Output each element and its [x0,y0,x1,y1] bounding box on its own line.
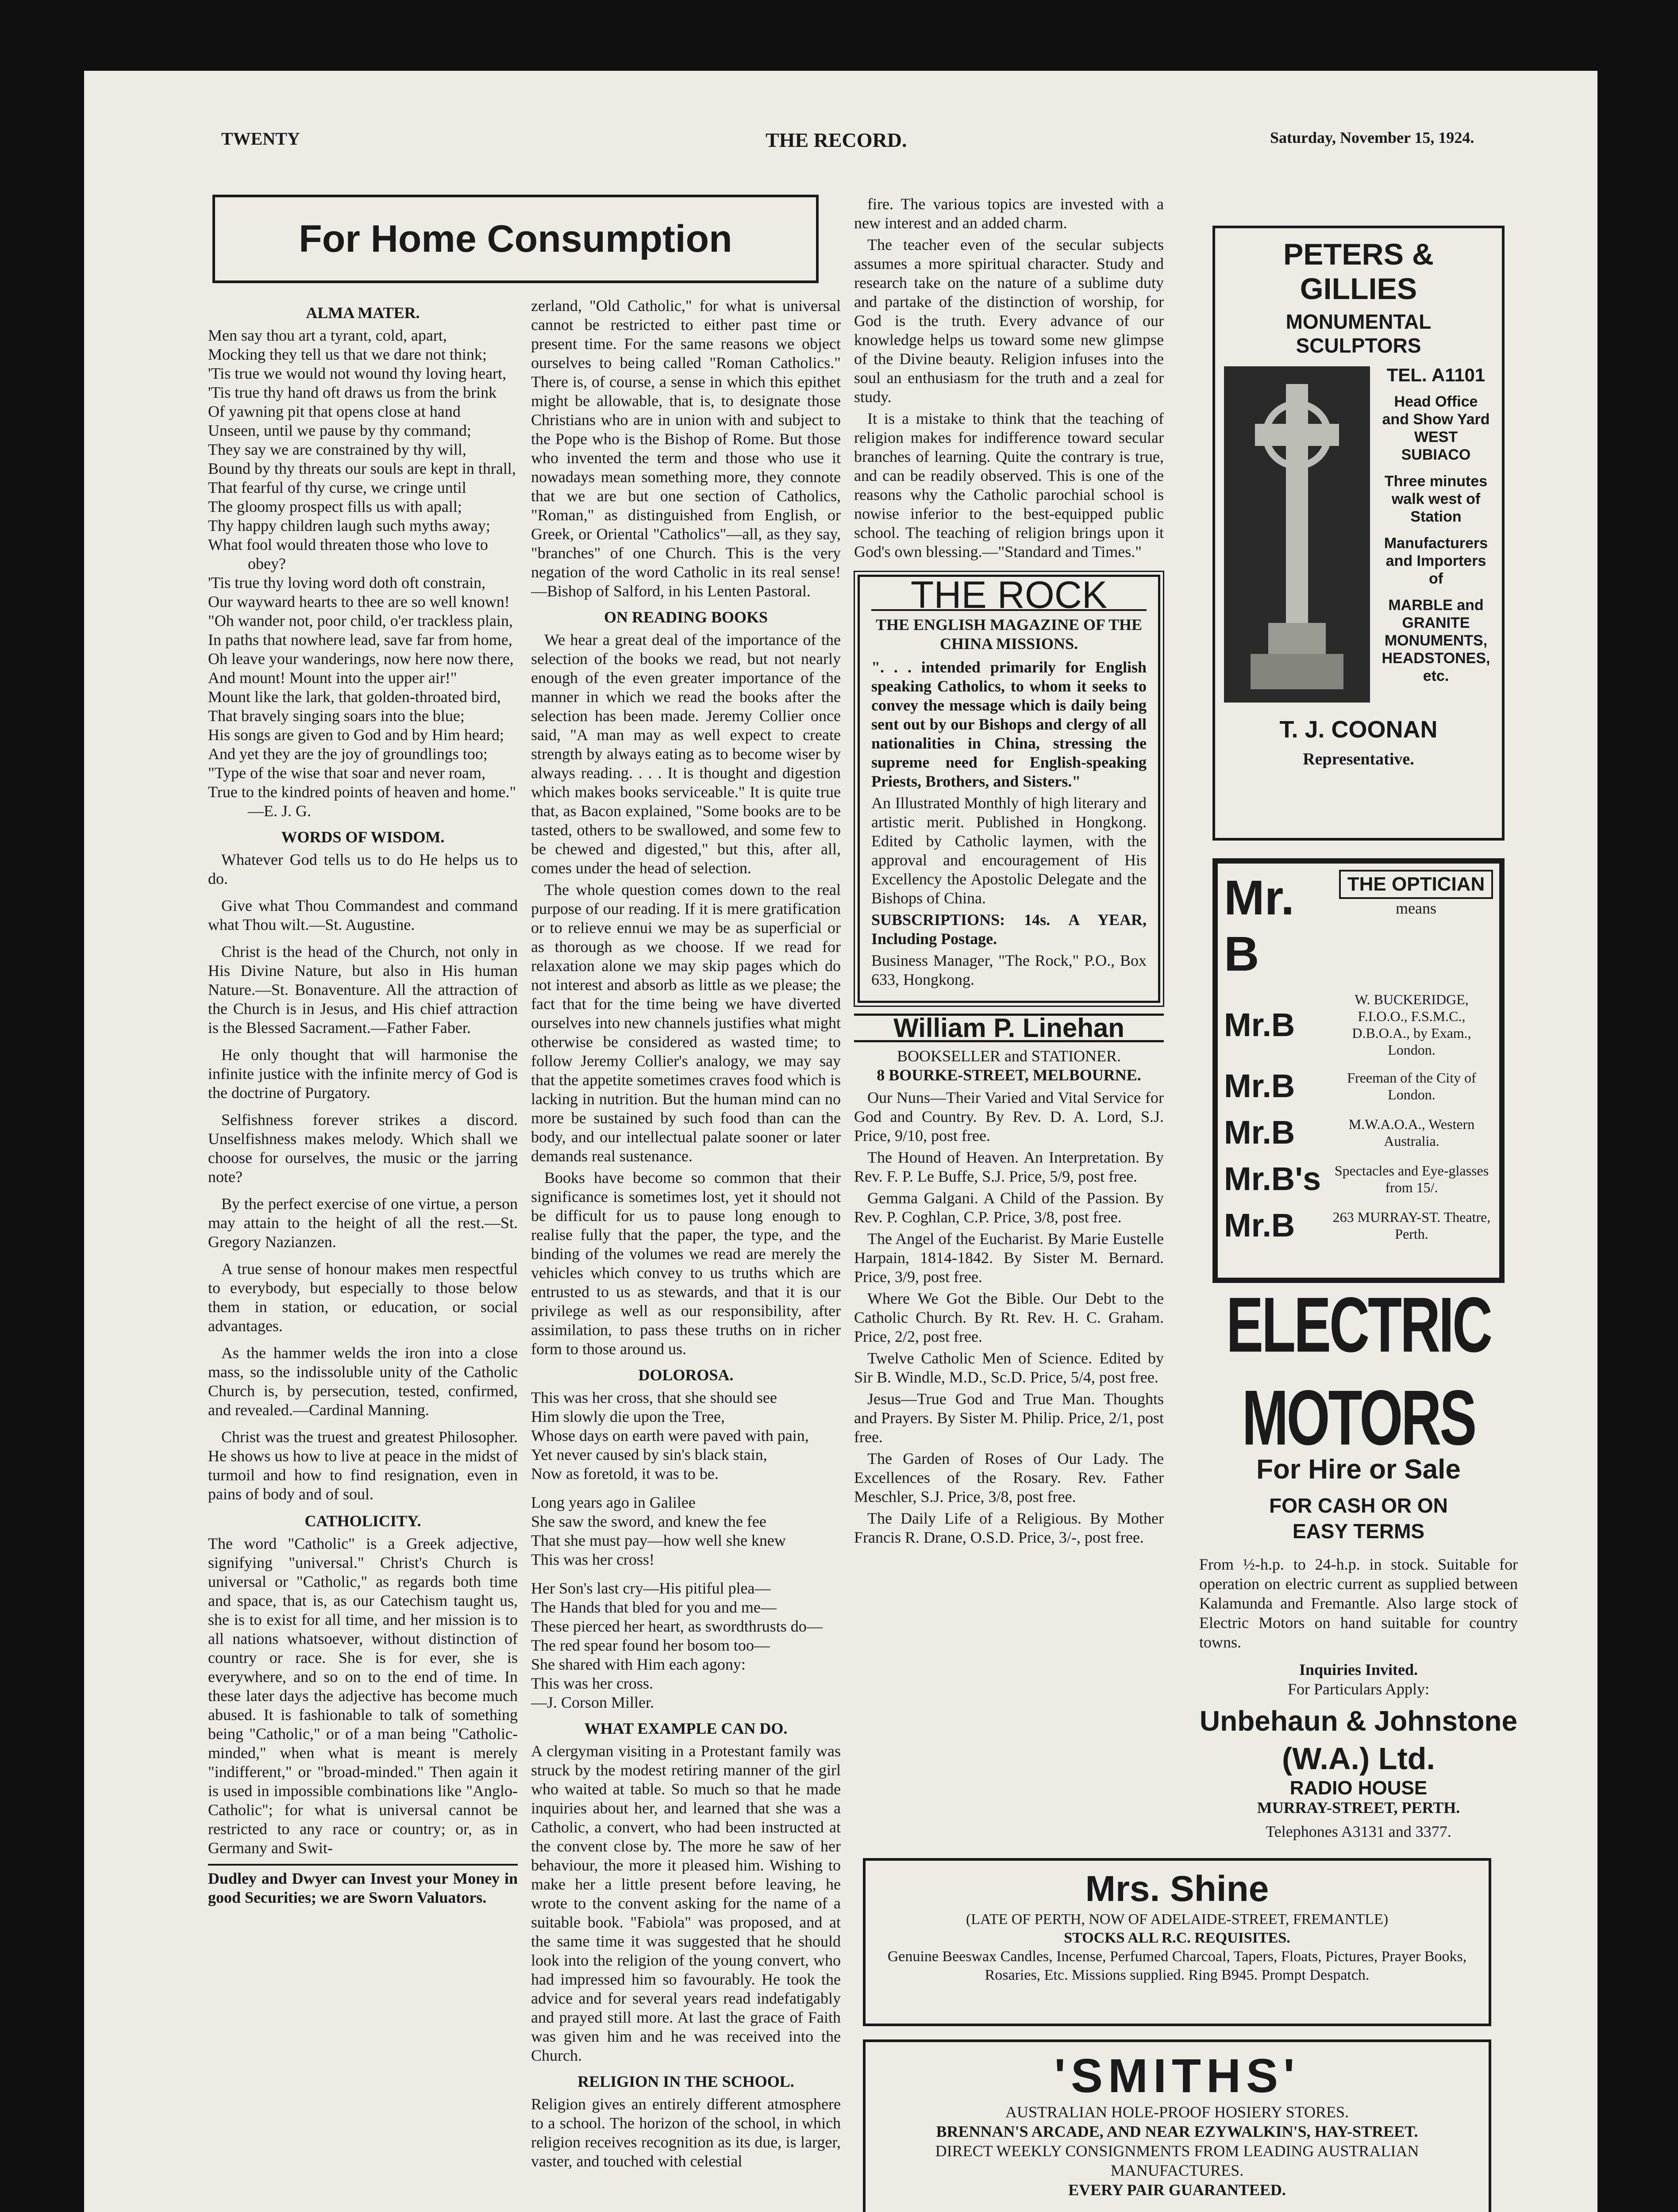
school-paragraph: It is a mistake to think that the teaching of religion makes for indifference toward secular branches of learning. Quite the contrary is true, and can be readily observed. This is one of the reasons why the Catholic parochial school is nowise inferior to the best-equipped public school. The teaching of religion brings upon it God's own blessing.—"Standard and Times." [854,410,1164,561]
poem-line: That bravely singing soars into the blue; [208,707,465,725]
electric-radio-house: RADIO HOUSE [1289,1777,1428,1799]
the-rock-subtitle: THE ENGLISH MAGAZINE OF THE CHINA MISSIONS. [875,616,1143,653]
peters-role: Representative. [1303,750,1414,768]
linehan-line1: BOOKSELLER and STATIONER. [897,1047,1121,1065]
mr-b-means: means [1396,899,1436,917]
linehan-address: 8 BOURKE-STREET, MELBOURNE. [877,1066,1141,1084]
dolorosa-line: This was her cross! [531,1551,654,1568]
the-rock-description: An Illustrated Monthly of high literary and artistic merit. Published in Hongkong. Edited by Catholic laymen, with the approval and encouragement of His Excellency the Apostolic Delegate and the Bishops of China. [871,794,1147,907]
school-continued [854,195,1164,561]
reading-books-text [531,630,841,1359]
book-listing: Twelve Catholic Men of Science. Edited by Sir B. Windle, M.D., Sc.D. Price, 5/4, post free. [854,1349,1164,1386]
mr-b-row-text: M.W.A.O.A., Western Australia. [1348,1116,1475,1149]
electric-subtitle: For Hire or Sale [1256,1454,1461,1485]
the-rock-intro: ". . . intended primarily for English speaking Catholics, to whom it seeks to convey the message which is daily being sent out by our Bishops and clergy of all nationalities in China, stressing the supreme need for English-speaking Priests, Brothers, and Sisters." [871,658,1147,790]
electric-company: Unbehaun & Johnstone [1199,1705,1518,1737]
mr-b-logo: Mr. B [1224,871,1294,981]
reading-paragraph: We hear a great deal of the importance of the selection of the books we read, but not nearly enough of the even greater importance of the manner in which we read the books after the selection has been made. Jeremy Collier once said, "A man may as well expect to create strength by always eating as to become wiser by always reading. . . . It is thought and digestion which makes books serviceable." It is quite true that, as Bacon explained, "Some books are to be tasted, others to be swallowed, and some few to be chewed and digested," but this, after all, comes under the head of selection. [531,631,841,877]
poem-line: "Type of the wise that soar and never roam, [208,764,485,782]
mr-b-row-label: Mr.B [1224,1068,1295,1104]
linehan-name: William P. Linehan [854,1014,1164,1042]
linehan-books [854,1088,1164,1547]
smiths-line1: AUSTRALIAN HOLE-PROOF HOSIERY STORES. [1005,2103,1349,2121]
wisdom-item: A true sense of honour makes men respectful to everybody, but especially to those below them in station, or education, or social advantages. [208,1260,518,1335]
poem-line: They say we are constrained by thy will, [208,441,466,458]
poem-line: Our wayward hearts to thee are so well known! [208,593,510,611]
smiths-line2: BRENNAN'S ARCADE, AND NEAR EZYWALKIN'S, HAY-STREET. [936,2123,1418,2140]
mr-b-row-text: 263 MURRAY-ST. Theatre, Perth. [1332,1209,1491,1242]
shine-late: (LATE OF PERTH, NOW OF ADELAIDE-STREET, FREMANTLE) [966,1911,1389,1928]
peters-manufacturers: Manufacturers and Importers of [1384,535,1488,587]
mr-b-row-label: Mr.B's [1224,1160,1321,1197]
poem-line: 'Tis true thy hand oft draws us from the brink [208,384,497,401]
poem-line: And mount! Mount into the upper air!" [208,669,457,687]
alma-mater-title: ALMA MATER. [306,304,420,322]
mr-b-row-label: Mr.B [1224,1006,1295,1043]
book-listing: The Garden of Roses of Our Lady. The Excellences of the Rosary. Rev. Father Meschler, S.J. Price, 3/8, post free. [854,1450,1164,1505]
mr-b-row [1224,1114,1493,1151]
words-of-wisdom [208,850,518,1504]
mrs-shine-advert [863,1858,1491,2026]
smiths-line3: DIRECT WEEKLY CONSIGNMENTS FROM LEADING AUSTRALIAN MANUFACTURES. [935,2142,1419,2179]
poem-line: Mocking they tell us that we dare not think; [208,346,487,363]
peters-subtitle: MONUMENTAL SCULPTORS [1285,310,1432,357]
column-1 [208,296,518,2212]
book-listing: Where We Got the Bible. Our Debt to the Catholic Church. By Rt. Rev. H. C. Graham. Price, 2/2, post free. [854,1290,1164,1345]
wisdom-item: Whatever God tells us to do He helps us to do. [208,851,518,887]
peters-goods: MARBLE and GRANITE MONUMENTS, HEADSTONES, etc. [1382,597,1490,684]
section-banner: For Home Consumption [212,195,819,283]
page-number: TWENTY [221,129,300,149]
peters-title: PETERS & GILLIES [1283,238,1434,306]
shine-stocks: STOCKS ALL R.C. REQUISITES. [1064,1930,1290,1946]
poem-line: 'Tis true we would not wound thy loving heart, [208,365,507,382]
the-rock-manager: Business Manager, "The Rock," P.O., Box 633, Hongkong. [871,952,1147,988]
electric-company-ltd: (W.A.) Ltd. [1282,1741,1435,1776]
electric-apply: For Particulars Apply: [1288,1680,1429,1698]
wisdom-item: Christ is the head of the Church, not only in His Divine Nature, but also in His human Nature.—St. Bonaventure. All the attraction of the Church is in Jesus, and His chief attraction is the Blessed Sacrament.—Father Faber. [208,943,518,1037]
issue-date: Saturday, November 15, 1924. [1270,129,1474,146]
catholicity-continued: zerland, "Old Catholic," for what is universal cannot be restricted to either past time or present time. For the same reasons we object ourselves to being called "Roman Catholics." There is, of course, a sense in which this epithet might be allowable, that is, to designate those Christians who are in union with and subject to the Pope who is the Bishop of Rome. But those who invented the term and those who use it nowadays mean something more, they connote that we are but one section of Catholics, "Roman," as distinguished from English, or Greek, or Oriental "Catholics"—all, as they say, "branches" of one Church. This is the very negation of the word Catholic in its real sense!—Bishop of Salford, in his Lenten Pastoral. [531,297,841,600]
dolorosa-line: This was her cross, that she should see [531,1389,777,1406]
peters-representative: T. J. COONAN [1279,716,1438,743]
school-paragraph: The teacher even of the secular subjects assumes a more spiritual character. Study and research take on the nature of a sublime duty and partake of the distinction of worship, for God is the truth. Every advance of our knowledge helps us toward some new glimpse of the Divine beauty. Religion infuses into the soul an enthusiasm for the truth and a zeal for study. [854,236,1164,406]
reading-paragraph: Books have become so common that their significance is sometimes lost, yet it should not be difficult for us to pause long enough to realise fully that the paper, the type, and the binding of the volumes we read are merely the vehicles which convey to us truths which are entrusted to us as stewards, and that it is our privilege as well as our responsibility, after assimilation, to pass these truths on in richer form to those around us. [531,1169,841,1358]
book-listing: Jesus—True God and True Man. Thoughts and Prayers. By Sister M. Philip. Price, 2/1, post free. [854,1390,1164,1446]
dolorosa-line: She saw the sword, and knew the fee [531,1513,766,1530]
school-paragraph: fire. The various topics are invested with a new interest and an added charm. [854,195,1164,232]
poem-line: 'Tis true thy loving word doth oft constrain, [208,574,486,591]
dolorosa-title: DOLOROSA. [638,1366,734,1384]
mr-b-row-label: Mr.B [1224,1207,1295,1244]
school-text: Religion gives an entirely different atmosphere to a school. The horizon of the school, in which religion receives recognition as its due, is larger, vaster, and touched with celestial [531,2095,841,2170]
mr-b-row-text: Spectacles and Eye-glasses from 15/. [1334,1162,1489,1195]
dolorosa-line: Him slowly die upon the Tree, [531,1408,725,1425]
mr-b-row [1224,1067,1493,1105]
wisdom-item: He only thought that will harmonise the infinite justice with the infinite mercy of God is the doctrine of Purgatory. [208,1046,518,1102]
peters-gillies-advert [1212,226,1505,841]
celtic-cross-image [1224,366,1370,703]
electric-title: ELECTRIC MOTORS [1226,1281,1491,1461]
dolorosa-line: The Hands that bled for you and me— [531,1598,777,1616]
poem-line: And yet they are the joy of groundlings too; [208,745,488,763]
dolorosa-line: Her Son's last cry—His pitiful plea— [531,1579,771,1597]
book-listing: The Hound of Heaven. An Interpretation. By Rev. F. P. Le Buffe, S.J. Price, 5/9, post free. [854,1148,1164,1185]
mr-b-row-label: Mr.B [1224,1114,1295,1151]
wisdom-item: Selfishness forever strikes a discord. Unselfishness makes melody. Which shall we choose for ourselves, the music or the jarring note? [208,1111,518,1186]
poem-line: Bound by thy threats our souls are kept in thrall, [208,460,516,477]
dolorosa-line [531,1569,841,1579]
poem-line: Of yawning pit that opens close at hand [208,403,461,420]
dolorosa-line: —J. Corson Miller. [531,1694,654,1711]
mr-b-row [1224,1206,1493,1244]
alma-mater-poem [208,326,518,821]
poem-line: What fool would threaten those who love to obey? [208,536,488,572]
poem-line: Men say thou art a tyrant, cold, apart, [208,326,447,344]
example-text: A clergyman visiting in a Protestant family was struck by the modest retiring manner of the girl who waited at table. So much so that he made inquiries about her, and learned that she was a Catholic, a convert, who had been instructed at the convent close by. The more he saw of her behaviour, the more it pleased him. Wishing to make her a little present before leaving, he wrote to the convent asking for the name of a suitable book. "Fabiola" was proposed, and at the same time it was suggested that he should look into the religion of the young convert, who had impressed him so favourably. He took the advice and for several years read indefatigably and prayed still more. At last the grace of Faith was given him and he was received into the Church. [531,1742,841,2064]
the-rock-advert [858,575,1160,1003]
book-listing: Gemma Galgani. A Child of the Passion. By Rev. P. Coghlan, C.P. Price, 3/8, post free. [854,1189,1164,1226]
dolorosa-line: That she must pay—how well she knew [531,1532,786,1549]
mr-b-lines [1224,991,1493,1244]
poem-line: That fearful of thy curse, we cringe until [208,479,466,496]
poem-line: True to the kindred points of heaven and home." —E. J. G. [208,783,516,820]
wisdom-item: By the perfect exercise of one virtue, a person may attain to the height of all the rest.—St. Gregory Nazianzen. [208,1195,518,1251]
catholicity-text: The word "Catholic" is a Greek adjective, signifying "universal." Christ's Church is universal or "Catholic," as regards both time and space, that is, as our Catechism taught us, she is to exist for all time, and her mission is to all nations whatsoever, without distinction of country or race. She is for ever, she is everywhere, and so on to the end of time. In these later days the adjective has become much abused. It is fashionable to talk of something being "Catholic," or of a man being "Catholic-minded," when what is meant is merely "indifferent," or "broad-minded." Then again it is used in impossible combinations like "Anglo-Catholic"; for what is universal cannot be restricted to any race or country; or, as in Germany and Swit- [208,1535,518,1857]
mr-b-row [1224,991,1493,1058]
dolorosa-line: These pierced her heart, as swordthrusts do— [531,1617,823,1635]
poem-line: His songs are given to God and by Him heard; [208,726,504,744]
mr-b-title: THE OPTICIAN [1339,870,1493,899]
poem-line: The gloomy prospect fills us with apall; [208,498,462,515]
electric-inquiries: Inquiries Invited. [1299,1661,1418,1678]
shine-title: Mrs. Shine [1085,1869,1269,1909]
book-listing: Our Nuns—Their Varied and Vital Service for God and Country. By Rev. D. A. Lord, S.J. Price, 9/10, post free. [854,1089,1164,1144]
poem-line: Unseen, until we pause by thy command; [208,422,471,439]
dolorosa-line: Yet never caused by sin's black stain, [531,1446,767,1463]
dolorosa-line: Whose days on earth were paved with pain, [531,1427,809,1444]
dolorosa-line: This was her cross. [531,1674,653,1692]
poem-line: "Oh wander not, poor child, o'er trackless plain, [208,612,513,630]
dudley-notice: Dudley and Dwyer can Invest your Money in good Securities; we are Sworn Valuators. [208,1870,518,1906]
book-listing: The Daily Life of a Religious. By Mother Francis R. Drane, O.S.D. Price, 3/-, post free. [854,1509,1164,1546]
book-listing: The Angel of the Eucharist. By Marie Eustelle Harpain, 1814-1842. By Sister M. Bernard. Price, 3/9, post free. [854,1230,1164,1286]
dolorosa-poem [531,1388,841,1712]
peters-telephone: TEL. A1101 [1386,365,1486,385]
smiths-advert [863,2039,1491,2212]
smiths-title: 'SMITHS' [1054,2049,1300,2102]
catholicity-title: CATHOLICITY. [304,1512,421,1530]
reading-books-title: ON READING BOOKS [604,608,768,626]
dolorosa-line: Long years ago in Galilee [531,1494,696,1511]
example-title: WHAT EXAMPLE CAN DO. [584,1720,788,1737]
wisdom-item: Christ was the truest and greatest Philosopher. He shows us how to live at peace in the midst of turmoil and how to find resignation, even in pains of body and of soul. [208,1428,518,1503]
electric-address: MURRAY-STREET, PERTH. [1257,1799,1460,1816]
poem-line: Mount like the lark, that golden-throated bird, [208,688,501,706]
smiths-line4: EVERY PAIR GUARANTEED. [1068,2181,1286,2199]
wisdom-item: Give what Thou Commandest and command what Thou wilt.—St. Augustine. [208,897,518,933]
dolorosa-line: She shared with Him each agony: [531,1655,746,1673]
dolorosa-line [531,1483,841,1493]
mr-b-row-text: W. BUCKERIDGE, F.I.O.O., F.S.M.C., D.B.O.A., by Exam., London. [1352,991,1471,1058]
peters-walk: Three minutes walk west of Station [1384,473,1488,525]
electric-telephones: Telephones A3131 and 3377. [1266,1823,1451,1840]
electric-body: From ½-h.p. to 24-h.p. in stock. Suitable for operation on electric current as supplied between Kalamunda and Fremantle. Also large stock of Electric Motors on hand suitable for country towns. [1199,1555,1518,1651]
electric-terms: FOR CASH OR ON EASY TERMS [1269,1494,1448,1543]
poem-line: Thy happy children laugh such myths away; [208,517,490,534]
the-rock-subscriptions: SUBSCRIPTIONS: 14s. A YEAR, Including Postage. [871,911,1147,948]
peters-head-office: Head Office and Show Yard WEST SUBIACO [1382,393,1490,463]
masthead: THE RECORD. [766,129,907,151]
mr-b-row-text: Freeman of the City of London. [1347,1069,1476,1102]
mr-b-optician-advert [1212,858,1505,1283]
newspaper-page [84,71,1597,2212]
wisdom-item: As the hammer welds the iron into a close mass, so the indissoluble unity of the Catholic Church is, by persecution, tested, confirmed, and revealed.—Cardinal Manning. [208,1344,518,1419]
electric-motors-advert [1199,1281,1518,1858]
words-of-wisdom-title: WORDS OF WISDOM. [281,828,445,846]
column-2 [531,296,841,2212]
school-title: RELIGION IN THE SCHOOL. [577,2073,794,2090]
dolorosa-line: The red spear found her bosom too— [531,1636,770,1654]
poem-line: In paths that nowhere lead, save far from home, [208,631,512,649]
mr-b-row [1224,1160,1493,1198]
shine-body: Genuine Beeswax Candles, Incense, Perfumed Charcoal, Tapers, Floats, Pictures, Prayer Books, Rosaries, Etc. Missions supplied. Ring B945. Prompt Despatch. [887,1948,1467,1983]
the-rock-title: THE ROCK [871,586,1147,611]
dolorosa-line: Now as foretold, it was to be. [531,1465,719,1482]
poem-line: Oh leave your wanderings, now here now there, [208,650,514,668]
reading-paragraph: The whole question comes down to the real purpose of our reading. If it is mere gratification or to relieve ennui we may be as superficial or as thorough as we choose. If we read for relaxation alone we may skip pages which do not interest and absorb as little as we please; the fact that for the time being we have diverted ourselves into new channels justifies what might otherwise be considered as wasted time; to follow Jeremy Collier's analogy, we may say that the appetite sometimes craves food which is lacking in nutrition. But the human mind can no more be sustained by such food than can the body, and our intellectual palate sooner or later demands real sustenance. [531,881,841,1165]
